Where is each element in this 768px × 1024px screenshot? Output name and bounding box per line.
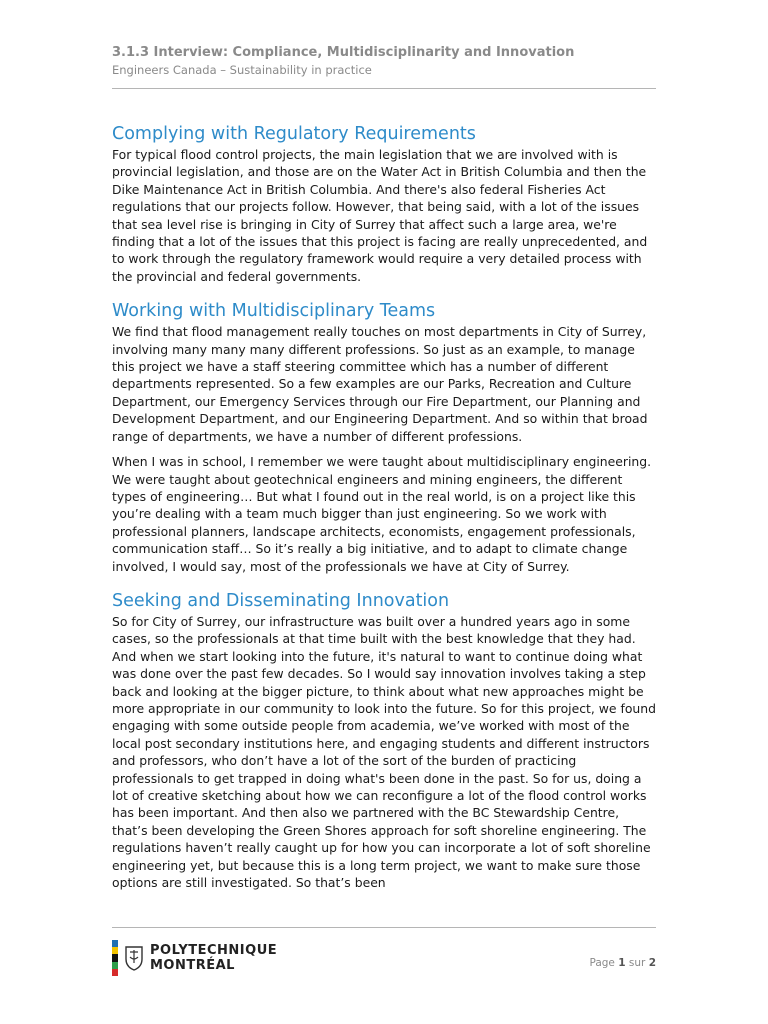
logo-color-bar — [112, 940, 118, 976]
section-heading-innovation: Seeking and Disseminating Innovation — [112, 590, 450, 611]
current-page: 1 — [618, 957, 626, 969]
total-pages: 2 — [648, 957, 656, 969]
paragraph: So for City of Surrey, our infrastructure was built over a hundred years ago in some cases, so the professionals at that time built with the best knowledge that they had. And when we start looking into the future, it's natural to want to continue doing what was done over the past few decades. So I would say innovation involves taking a step back and looking at the bigger picture, to think about what new approaches might be more appropriate in our community to look into the future. So for this project, we found engaging with some outside people from academia, we’ve worked with most of the local post secondary institutions here, and engaging students and different instructors and professors, who don’t have a lot of the sort of the burden of practicing professionals to get trapped in doing what's been done in the past. So for us, doing a lot of creative sketching about how we can reconfigure a lot of the flood control works has been important. And then also we partnered with the BC Stewardship Centre, that’s been developing the Green Shores approach for soft shoreline engineering. The regulations haven’t really caught up for how you can incorporate a lot of soft shoreline engineering yet, but because this is a long term project, we want to make sure those options are still investigated. So that’s been — [112, 613, 656, 891]
section-heading-compliance: Complying with Regulatory Requirements — [112, 124, 476, 144]
page-number: Page 1 sur 2 — [589, 957, 656, 969]
document-subtitle: Engineers Canada – Sustainability in practice — [112, 63, 372, 77]
logo-text-line1: POLYTECHNIQUE — [150, 943, 278, 958]
paragraph: When I was in school, I remember we were taught about multidisciplinary engineering. We were taught about geotechnical engineers and mining engineers, the different types of engineering… But what I found out in the real world, is on a project like this you’re dealing with a team much bigger than just engineering. So we work with professional planners, landscape architects, economists, engagement professionals, communication staff… So it’s really a big initiative, and to adapt to climate change involved, I would say, most of the professionals we have at City of Surrey. — [112, 454, 652, 574]
section-heading-multidisciplinary: Working with Multidisciplinary Teams — [112, 301, 436, 322]
paragraph: We find that flood management really touches on most departments in City of Surrey, involving many many many different professions. So just as an example, to manage this project we have a staff steering committee which has a number of different departments represented. So a few examples are our Parks, Recreation and Culture Department, our Emergency Services through our Fire Department, our Planning and Development Department, and our Engineering Department. And so within that broad range of departments, we have a number of different professions. — [112, 324, 648, 444]
header-divider — [112, 88, 656, 89]
polytechnique-logo — [112, 940, 277, 976]
logo-text-line2: MONTRÉAL — [150, 958, 235, 973]
footer-divider — [112, 927, 656, 928]
paragraph: For typical flood control projects, the main legislation that we are involved with is provincial legislation, and those are on the Water Act in British Columbia and then the Dike Maintenance Act in British Columbia. And there's also federal Fisheries Act regulations that our projects follow. However, that being said, with a lot of the issues that sea level rise is bringing in City of Surrey that affect such a large area, we're finding that a lot of the issues that this project is facing are really unprecedented, and to work through the regulatory framework would require a very detailed process with the provincial and federal governments. — [112, 147, 648, 284]
document-title: 3.1.3 Interview: Compliance, Multidisciplinarity and Innovation — [112, 45, 575, 60]
seal-icon — [124, 945, 144, 971]
page-header — [112, 44, 656, 78]
document-body — [112, 122, 658, 891]
